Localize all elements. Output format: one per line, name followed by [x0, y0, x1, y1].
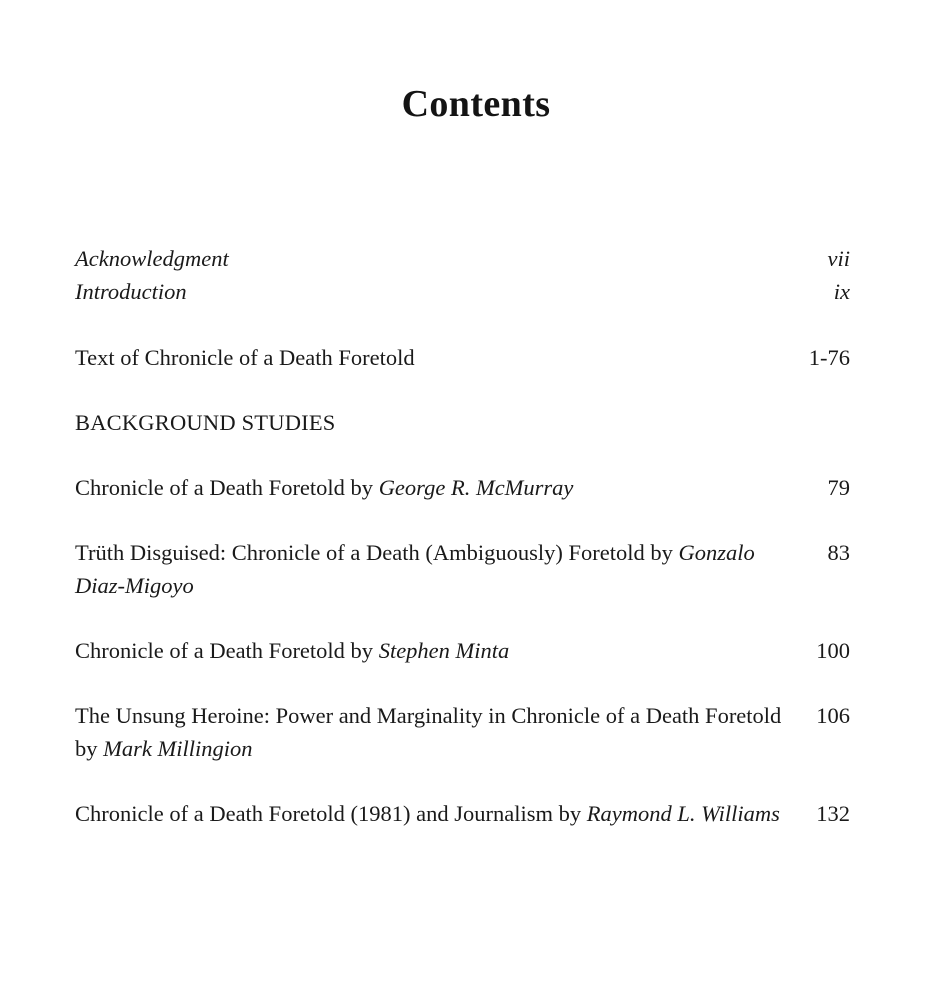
toc-entry-author: George R. McMurray [378, 475, 574, 500]
toc-entry-label: Acknowledgment [75, 246, 229, 271]
toc-entry-study[interactable] [75, 471, 850, 504]
toc-page-number: 100 [816, 638, 850, 663]
toc-entry-study[interactable] [75, 536, 850, 602]
toc-page-number: 83 [827, 540, 850, 565]
toc-entry-title: The Unsung Heroine: Power and Marginality in Chronicle of a Death Foretold by [75, 703, 782, 761]
page-title: Contents [401, 83, 551, 125]
toc-entry-author: Mark Millingion [103, 736, 253, 761]
toc-entry-label: Introduction [75, 279, 187, 304]
toc-entry-author: Stephen Minta [378, 638, 510, 663]
toc-entry-title: Chronicle of a Death Foretold by [75, 638, 379, 663]
toc-page-number: vii [827, 246, 850, 271]
table-of-contents [75, 242, 850, 830]
toc-section-heading: BACKGROUND STUDIES [75, 410, 336, 435]
toc-page-number: 132 [816, 801, 850, 826]
toc-page-number: 79 [827, 475, 850, 500]
toc-entry-title: Chronicle of a Death Foretold by [75, 475, 379, 500]
toc-entry-author: Raymond L. Williams [586, 801, 780, 826]
toc-entry-title: Chronicle of a Death Foretold (1981) and Journalism by [75, 801, 587, 826]
toc-page-number: 106 [816, 703, 850, 728]
toc-page-number: 1-76 [808, 345, 850, 370]
toc-page-number: ix [833, 279, 850, 304]
toc-entry-label: Text of Chronicle of a Death Foretold [75, 345, 415, 370]
toc-entry-study[interactable] [75, 797, 850, 830]
toc-entry-author: Gonzalo Diaz-Migoyo [75, 540, 755, 598]
toc-entry-introduction[interactable] [75, 275, 850, 308]
toc-entry-title: Trüth Disguised: Chronicle of a Death (Ambiguously) Foretold by [75, 540, 679, 565]
toc-entry-acknowledgment[interactable] [75, 242, 850, 275]
toc-entry-study[interactable] [75, 634, 850, 667]
toc-entry-study[interactable] [75, 699, 850, 765]
toc-entry-main-text[interactable] [75, 341, 850, 374]
